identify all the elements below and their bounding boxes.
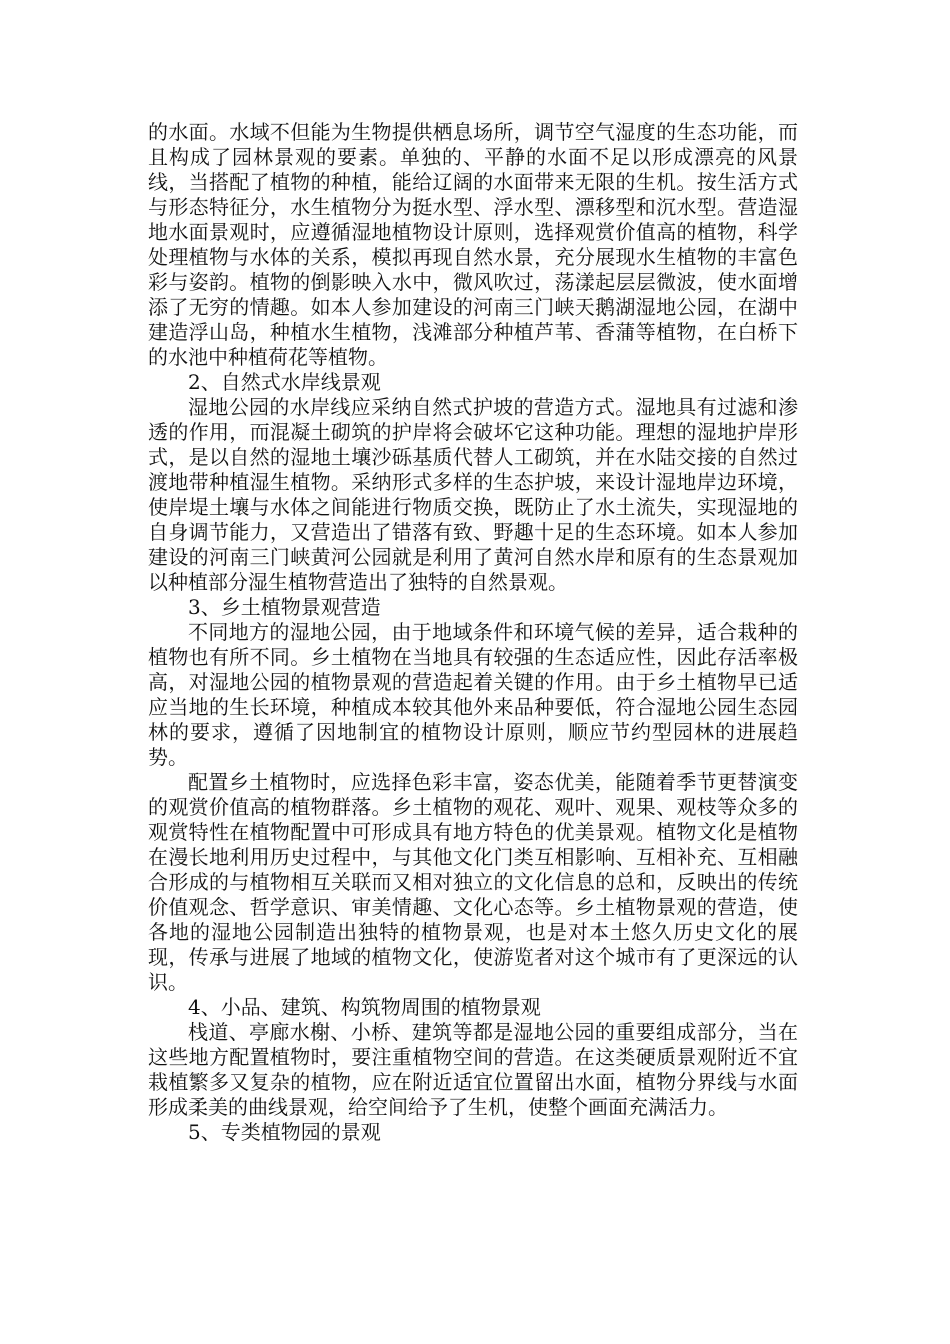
paragraph-structures-planting: 栈道、亭廊水榭、小桥、建筑等都是湿地公园的重要组成部分，当在这些地方配置植物时，要注重植物空间的营造。在这类硬质景观附近不宜栽植繁多又复杂的植物，应在附近适宜位置留出水面，植物分界线与水面形成柔美的曲线景观，给空间给予了生机，使整个画面充满活力。	[148, 1020, 798, 1119]
paragraph-water-surface: 的水面。水域不但能为生物提供栖息场所，调节空气湿度的生态功能，而且构成了园林景观的要素。单独的、平静的水面不足以形成漂亮的风景线，当搭配了植物的种植，能给辽阔的水面带来无限的生机。按生活方式与形态特征分，水生植物分为挺水型、浮水型、漂移型和沉水型。营造湿地水面景观时，应遵循湿地植物设计原则，选择观赏价值高的植物，科学处理植物与水体的关系，模拟再现自然水景，充分展现水生植物的丰富色彩与姿韵。植物的倒影映入水中，微风吹过，荡漾起层层微波，使水面增添了无穷的情趣。如本人参加建设的河南三门峡天鹅湖湿地公园，在湖中建造浮山岛，种植水生植物，浅滩部分种植芦苇、香蒲等植物，在白桥下的水池中种植荷花等植物。	[148, 120, 798, 369]
paragraph-native-plants-configuration: 配置乡土植物时，应选择色彩丰富，姿态优美，能随着季节更替演变的观赏价值高的植物群落。乡土植物的观花、观叶、观果、观枝等众多的观赏特性在植物配置中可形成具有地方特色的优美景观。植物文化是植物在漫长地利用历史过程中，与其他文化门类互相影响、互相补充、互相融合形成的与植物相互关联而又相对独立的文化信息的总和，反映出的传统价值观念、哲学意识、审美情趣、文化心态等。乡土植物景观的营造，使各地的湿地公园制造出独特的植物景观，也是对本土悠久历史文化的展现，传承与进展了地域的植物文化，使游览者对这个城市有了更深远的认识。	[148, 770, 798, 994]
document-body	[148, 120, 798, 1145]
paragraph-natural-shoreline: 湿地公园的水岸线应采纳自然式护坡的营造方式。湿地具有过滤和渗透的作用，而混凝土砌筑的护岸将会破坏它这种功能。理想的湿地护岸形式，是以自然的湿地土壤沙砾基质代替人工砌筑，并在水陆交接的自然过渡地带种植湿生植物。采纳形式多样的生态护坡，来设计湿地岸边环境，使岸堤土壤与水体之间能进行物质交换，既防止了水土流失，实现湿地的自身调节能力，又营造出了错落有致、野趣十足的生态环境。如本人参加建设的河南三门峡黄河公园就是利用了黄河自然水岸和原有的生态景观加以种植部分湿生植物营造出了独特的自然景观。	[148, 395, 798, 594]
section-heading-natural-shoreline: 2、自然式水岸线景观	[188, 370, 381, 394]
section-heading-specialty-garden: 5、专类植物园的景观	[188, 1120, 381, 1144]
section-heading-structures-planting: 4、小品、建筑、构筑物周围的植物景观	[188, 995, 541, 1019]
paragraph-native-plants-intro: 不同地方的湿地公园，由于地域条件和环境气候的差异，适合栽种的植物也有所不同。乡土植物在当地具有较强的生态适应性，因此存活率极高，对湿地公园的植物景观的营造起着关键的作用。由于乡土植物早已适应当地的生长环境，种植成本较其他外来品种要低，符合湿地公园生态园林的要求，遵循了因地制宜的植物设计原则，顺应节约型园林的进展趋势。	[148, 620, 798, 769]
section-heading-native-plants: 3、乡土植物景观营造	[188, 595, 381, 619]
